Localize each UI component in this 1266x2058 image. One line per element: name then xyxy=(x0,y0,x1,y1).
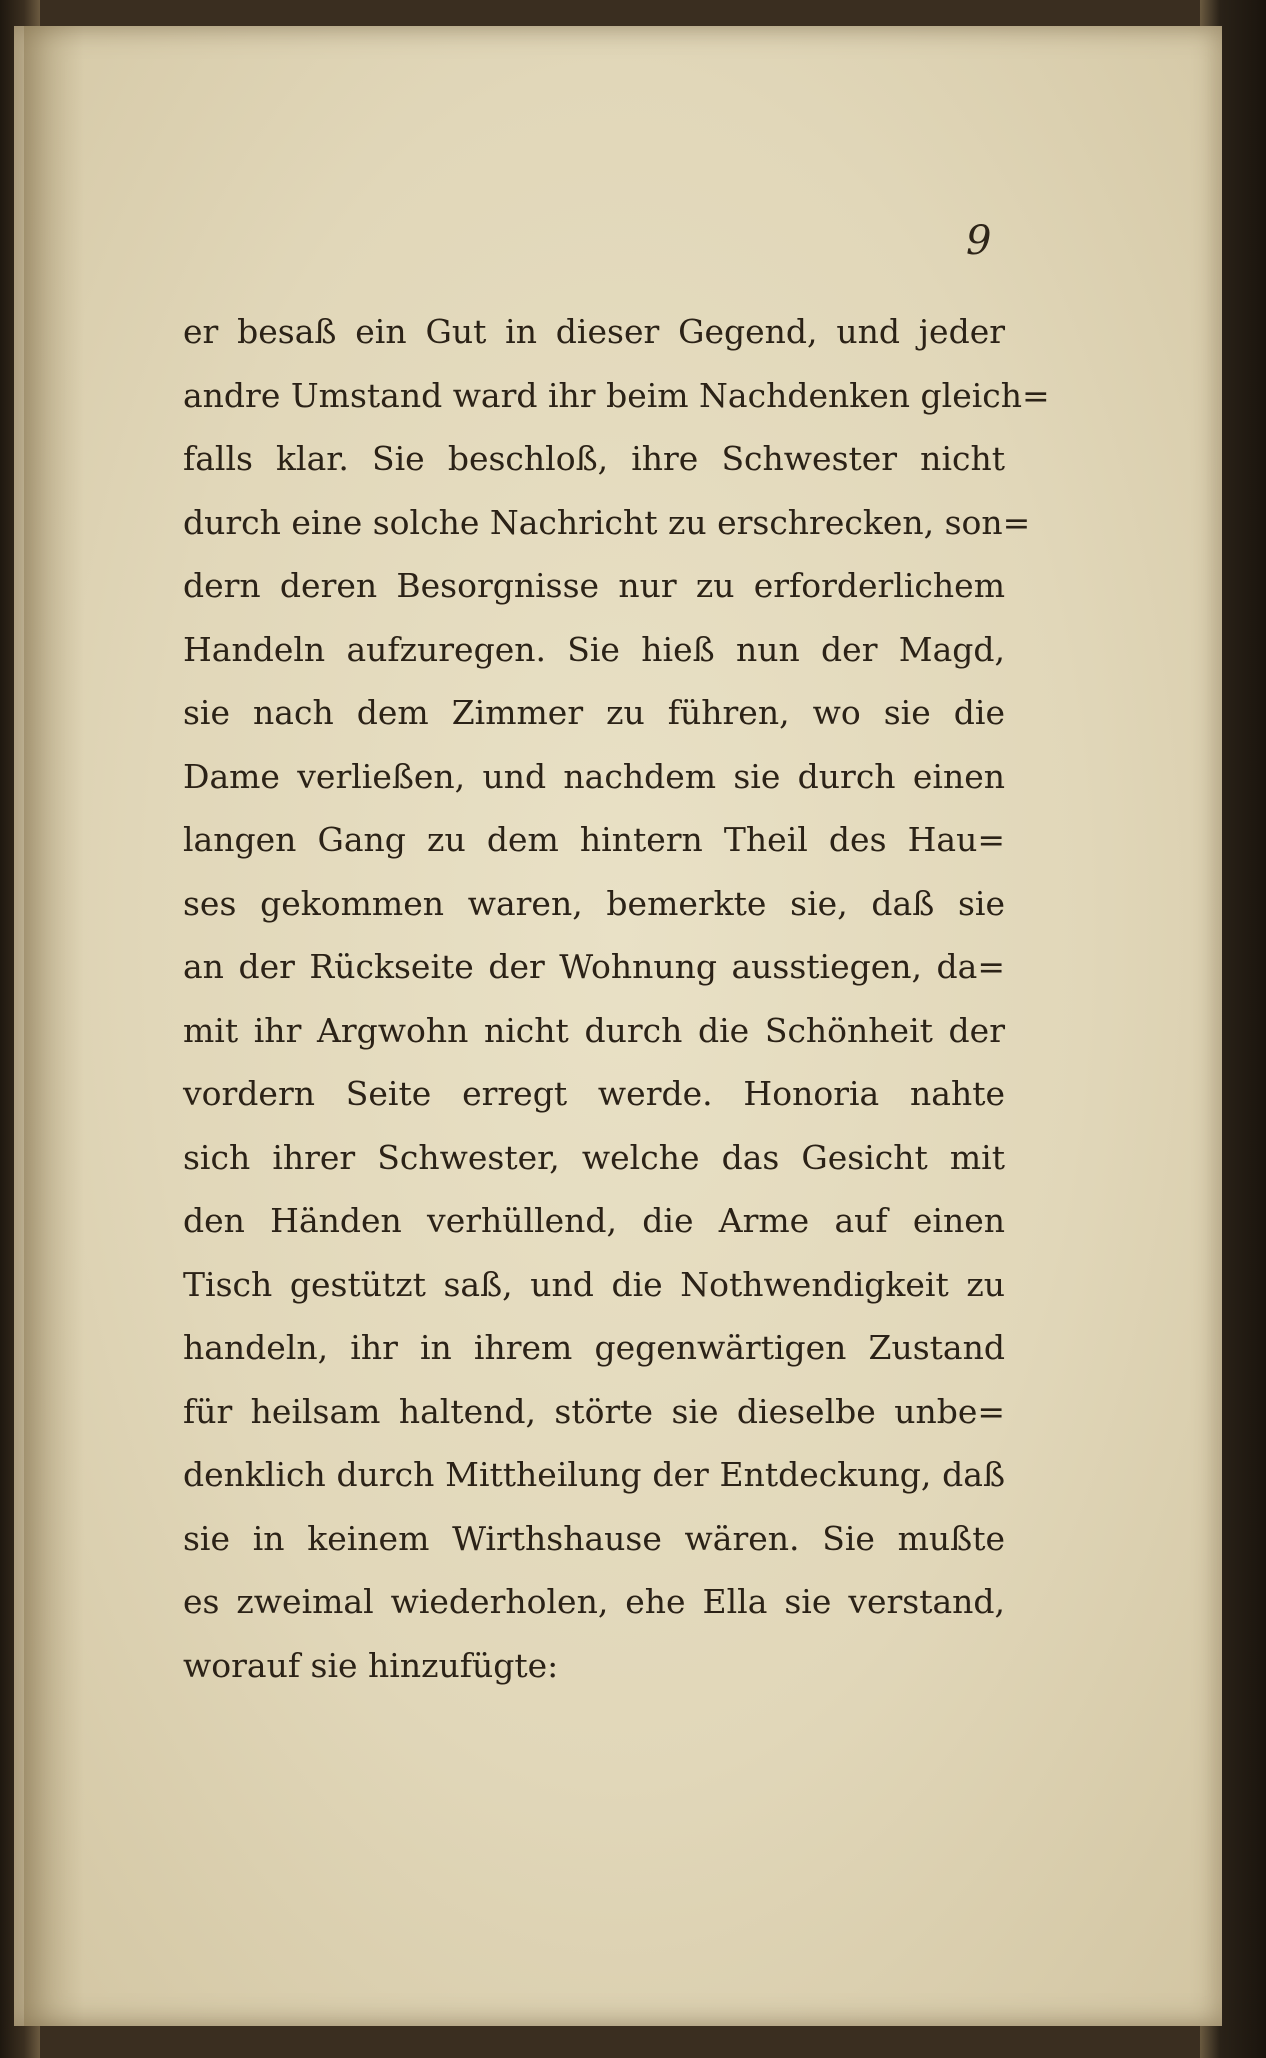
text-line: mit ihr Argwohn nicht durch die Schönheit der xyxy=(183,1010,1005,1050)
text-line: falls klar. Sie beschloß, ihre Schwester nicht xyxy=(183,439,1005,478)
text-line: an der Rückseite der Wohnung ausstiegen, da= xyxy=(183,947,1005,986)
text-line: Handeln aufzuregen. Sie hieß nun der Magd, xyxy=(183,629,1005,669)
text-line: dern deren Besorgnisse nur zu erforderlichem xyxy=(183,566,1005,605)
text-line: handeln, ihr in ihrem gegenwärtigen Zustand xyxy=(183,1328,1005,1367)
text-line: durch eine solche Nachricht zu erschrecken, son= xyxy=(183,502,1031,542)
text-line: sie nach dem Zimmer zu führen, wo sie die xyxy=(183,693,1005,732)
text-line: denklich durch Mittheilung der Entdeckung, daß xyxy=(183,1455,1005,1494)
text-line: andre Umstand ward ihr beim Nachdenken gleich= xyxy=(183,375,1050,415)
text-line: es zweimal wiederholen, ehe Ella sie verstand, xyxy=(183,1582,1005,1621)
body-text xyxy=(183,300,1050,1697)
text-line: Tisch gestützt saß, und die Nothwendigkeit zu xyxy=(183,1264,1005,1304)
text-line: vordern Seite erregt werde. Honoria nahte xyxy=(183,1074,1005,1113)
text-line: worauf sie hinzufügte: xyxy=(183,1645,559,1685)
gutter-shadow xyxy=(24,26,84,2026)
text-line: ses gekommen waren, bemerkte sie, daß sie xyxy=(183,883,1005,923)
text-line: sie in keinem Wirthshause wären. Sie mußte xyxy=(183,1518,1005,1558)
text-line: langen Gang zu dem hintern Theil des Hau= xyxy=(183,820,1005,859)
text-line: für heilsam haltend, störte sie dieselbe unbe= xyxy=(183,1391,1005,1431)
text-line: den Händen verhüllend, die Arme auf einen xyxy=(183,1201,1005,1240)
page-number: 9 xyxy=(966,218,992,264)
text-line: er besaß ein Gut in dieser Gegend, und jeder xyxy=(183,312,1005,351)
text-line: Dame verließen, und nachdem sie durch einen xyxy=(183,756,1005,796)
text-line: sich ihrer Schwester, welche das Gesicht mit xyxy=(183,1137,1005,1177)
